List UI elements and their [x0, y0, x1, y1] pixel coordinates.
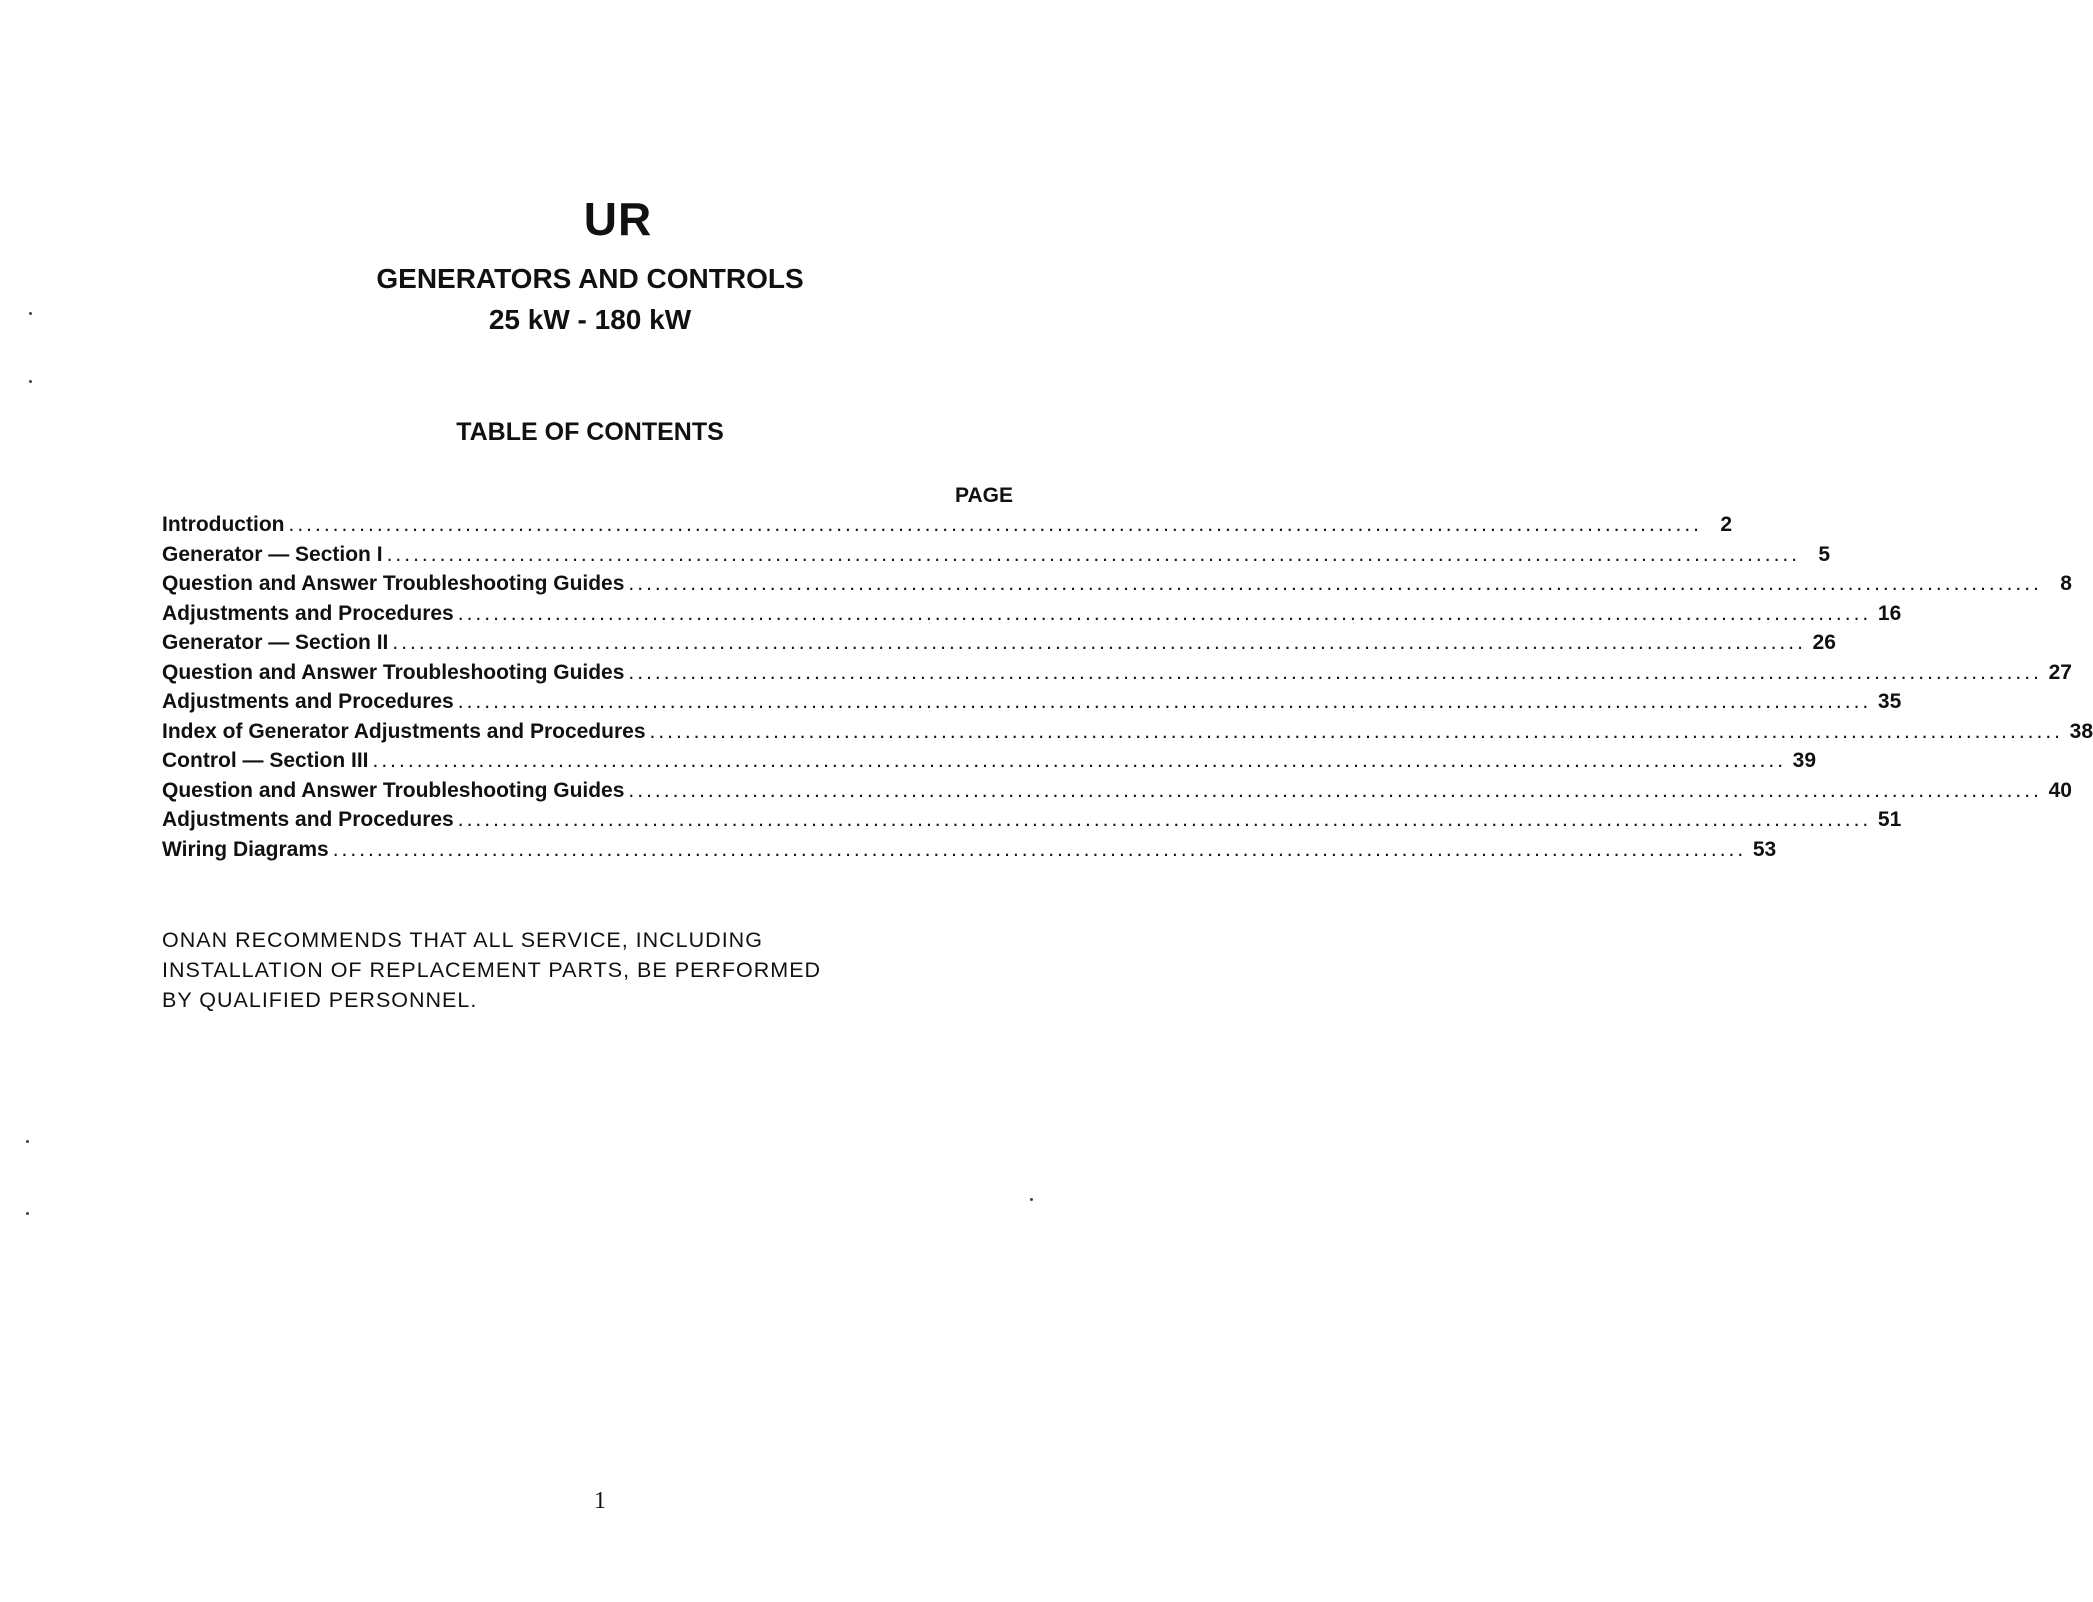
scan-speck — [1030, 1198, 1033, 1201]
toc-entry-page: 16 — [1877, 601, 1902, 625]
toc-entry-title: Question and Answer Troubleshooting Guides — [162, 778, 625, 802]
scan-speck — [29, 380, 32, 383]
toc-entry[interactable] — [162, 542, 1831, 573]
toc-entry-title: Question and Answer Troubleshooting Guides — [162, 660, 625, 684]
model-title: UR — [583, 193, 653, 245]
toc-leader-dots: ................................................................................................................................................................ — [332, 837, 1747, 861]
power-range: 25 kW - 180 kW — [488, 304, 692, 335]
toc-entry-title: Generator — Section I — [162, 542, 383, 566]
toc-entry-title: Question and Answer Troubleshooting Guides — [162, 572, 625, 595]
toc-entry-page: 53 — [1752, 837, 1777, 861]
toc-entry-title: Adjustments and Procedures — [162, 601, 454, 625]
toc-leader-dots: ................................................................................................................................................................ — [457, 601, 1872, 625]
toc-leader-dots: ................................................................................................................................................................ — [386, 542, 1801, 566]
toc-entry-page: 35 — [1877, 690, 1902, 713]
toc-entry-page: 51 — [1877, 808, 1902, 831]
toc-entry-title: Adjustments and Procedures — [162, 808, 454, 831]
toc-page-column-label: PAGE — [955, 484, 1013, 507]
toc-leader-dots: ................................................................................................................................................................ — [392, 631, 1806, 654]
toc-entry-page: 27 — [2048, 660, 2072, 684]
page-number: 1 — [594, 1488, 606, 1514]
toc-entry[interactable] — [162, 601, 1902, 632]
scan-speck — [26, 1140, 29, 1143]
toc-entry-title: Introduction — [162, 513, 285, 536]
toc-entry-title: Adjustments and Procedures — [162, 690, 454, 713]
service-notice-line: INSTALLATION OF REPLACEMENT PARTS, BE PERFORMED — [162, 958, 822, 982]
toc-entry-title: Generator — Section II — [162, 631, 389, 654]
toc-leader-dots: ................................................................................................................................................................ — [288, 513, 1702, 536]
toc-entry[interactable] — [162, 513, 1732, 543]
toc-entry[interactable] — [162, 572, 2072, 602]
toc-leader-dots: ................................................................................................................................................................ — [628, 572, 2042, 595]
toc-entry[interactable] — [162, 690, 1902, 720]
toc-leader-dots: ................................................................................................................................................................ — [457, 690, 1872, 713]
table-of-contents — [162, 513, 2093, 867]
toc-entry[interactable] — [162, 808, 1902, 838]
toc-entry[interactable] — [162, 631, 1836, 661]
toc-entry-page: 38 — [2069, 719, 2093, 743]
service-notice-line: ONAN RECOMMENDS THAT ALL SERVICE, INCLUDING — [162, 928, 763, 952]
toc-entry-page: 39 — [1792, 749, 1817, 772]
scan-speck — [29, 312, 32, 315]
toc-entry[interactable] — [162, 778, 2072, 809]
service-notice — [162, 925, 922, 1015]
toc-entry[interactable] — [162, 719, 2093, 750]
toc-entry[interactable] — [162, 660, 2072, 691]
toc-entry-title: Control — Section III — [162, 749, 369, 772]
document-subtitle: GENERATORS AND CONTROLS — [376, 263, 804, 294]
toc-leader-dots: ................................................................................................................................................................ — [372, 749, 1787, 772]
toc-leader-dots: ................................................................................................................................................................ — [628, 660, 2042, 684]
toc-entry-page: 5 — [1818, 542, 1831, 566]
service-notice-line: BY QUALIFIED PERSONNEL. — [162, 988, 478, 1012]
toc-entry[interactable] — [162, 749, 1817, 779]
scan-speck — [26, 1212, 29, 1215]
toc-entry-title: Wiring Diagrams — [162, 837, 329, 861]
toc-entry[interactable] — [162, 837, 1777, 868]
toc-entry-title: Index of Generator Adjustments and Procedures — [162, 719, 646, 743]
toc-entry-page: 40 — [2048, 778, 2072, 802]
toc-entry-page: 2 — [1720, 513, 1732, 536]
toc-leader-dots: ................................................................................................................................................................ — [649, 719, 2064, 743]
toc-heading: TABLE OF CONTENTS — [456, 418, 724, 446]
toc-entry-page: 8 — [2060, 572, 2072, 595]
toc-leader-dots: ................................................................................................................................................................ — [628, 778, 2042, 802]
toc-entry-page: 26 — [1812, 631, 1836, 654]
toc-leader-dots: ................................................................................................................................................................ — [457, 808, 1872, 831]
